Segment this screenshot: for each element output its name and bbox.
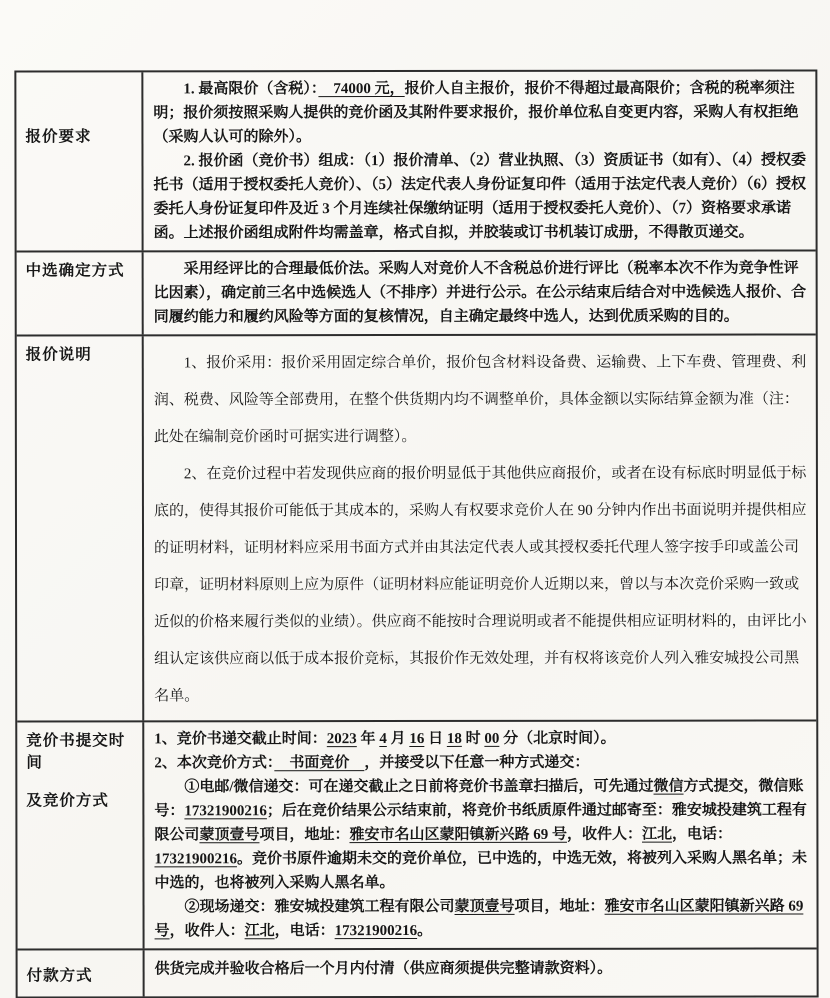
text-segment: ；后在竞价结果公示结束前，将竞价书纸质原件通过邮寄至：雅安城投建筑工程有限公司 xyxy=(154,802,807,844)
text-segment-underlined: 雅安市名山区蒙阳镇新兴路 69 号 xyxy=(349,826,567,844)
text-segment: 时 xyxy=(461,730,485,747)
text-segment: 供货完成并验收合格后一个月内付清（供应商须提供完整请款资料）。 xyxy=(154,960,613,978)
table-row-submission-time-method xyxy=(17,721,816,950)
text-segment: 月 xyxy=(386,731,410,748)
row-content-submission-time-method xyxy=(144,721,816,948)
row-content-payment-method xyxy=(145,949,817,996)
text-segment: 。 xyxy=(417,922,433,939)
paragraph-payment-terms xyxy=(155,956,809,981)
text-segment: ，电话： xyxy=(274,923,335,940)
text-segment: 1、报价采用：报价采用固定综合单价，报价包含材料设备费、运输费、上下车费、管理费、利润、税费、风险等全部费用，在整个供货期内均不调整单价，具体金额以实际结算金额为准（注：此处在编制竞价函时可据实进行调整）。 xyxy=(153,354,807,446)
text-segment-underlined: 江北 xyxy=(641,826,673,843)
row-header-quote-requirements xyxy=(16,72,143,250)
row-label-text-line2: 及竞价方式 xyxy=(26,792,109,810)
text-segment: 方式提交，微信账号： xyxy=(154,778,804,820)
paragraph-bidding-method xyxy=(154,750,808,775)
text-segment-underlined: 微信 xyxy=(653,778,684,795)
text-segment-underlined: 17321900216 xyxy=(154,851,237,868)
row-content-selection-method xyxy=(144,251,816,334)
row-content-quote-requirements xyxy=(143,71,815,250)
text-segment-underlined: 江北 xyxy=(244,923,275,940)
text-segment-underlined: 蒙顶壹号 xyxy=(199,827,260,844)
row-label-text: 付款方式 xyxy=(26,967,93,985)
text-segment: 日 xyxy=(424,730,447,747)
text-segment-underlined: 2023 xyxy=(326,731,357,748)
text-segment: ，收件人： xyxy=(566,826,643,843)
table-row-selection-method xyxy=(17,251,816,336)
row-label-text-line1: 竞价书提交时间 xyxy=(26,732,126,772)
table-row-quote-notes xyxy=(17,335,817,722)
paragraph-selection-method xyxy=(154,256,808,329)
text-segment-underlined: 18 xyxy=(446,730,462,747)
text-segment: 。竞价书原件逾期未交的竞价单位，已中选的，中选无效，将被列入采购人黑名单；未中选的，也将被列入采购人黑名单。 xyxy=(154,850,807,892)
paragraph-below-cost-rule xyxy=(154,455,808,715)
paragraph-fixed-unit-price xyxy=(154,344,808,456)
row-header-quote-notes xyxy=(17,336,145,720)
text-segment: 1. 最高限价（含税）： xyxy=(183,81,319,98)
text-segment: ，电话： xyxy=(672,826,733,843)
text-segment: ，收件人： xyxy=(169,923,245,940)
paragraph-max-price xyxy=(153,76,807,149)
text-segment-underlined: 16 xyxy=(409,730,425,748)
text-segment: ①电邮/微信递交：可在递交截止之日前将竞价书盖章扫描后，可先通过 xyxy=(184,778,654,796)
text-segment-underlined: 00 xyxy=(484,730,500,747)
text-segment-underlined: 17321900216 xyxy=(184,803,267,820)
row-label-text: 报价要求 xyxy=(25,128,92,146)
text-segment: ，并接受以下任意一种方式递交： xyxy=(364,754,590,772)
text-segment-underlined: 74000 元， xyxy=(318,81,405,98)
row-content-quote-notes xyxy=(144,335,817,720)
procurement-terms-table xyxy=(14,69,818,998)
paragraph-onsite-delivery xyxy=(155,894,809,943)
text-segment: 采用经评比的合理最低价法。采购人对竞价人不含税总价进行评比（税率本次不作为竞争性评比因素），确定前三名中选候选人（不排序）并进行公示。在公示结束后结合对中选候选人报价、合同履约能力和履约风险等方面的复核情况，自主确定最终中选人，达到优质采购的目的。 xyxy=(153,260,807,326)
text-segment: 项目，地址： xyxy=(514,898,605,915)
text-segment-underlined: 蒙顶壹号 xyxy=(454,898,515,915)
paragraph-bid-letter-composition xyxy=(153,148,807,245)
text-segment-underlined: 4 xyxy=(379,731,387,748)
table-row-quote-requirements xyxy=(16,71,815,252)
row-header-submission-time-method xyxy=(17,722,144,948)
paragraph-email-wechat-delivery xyxy=(154,774,808,895)
text-segment: 2. 报价函（竞价书）组成：（1）报价清单、（2）营业执照、（3）资质证书（如有）、（4）授权委托书（适用于授权委托人竞价）、（5）法定代表人身份证复印件（适用于法定代表人竞价）（6）授权委托人身份证复印件及近 3 个月连续社保缴纳证明（适用于授权委托人竞价）、（7）资格要求承诺函。上述报价函组成附件均需盖章，格式自拟，并胶装或订书机装订成册，不得散页递交。 xyxy=(153,152,807,242)
text-segment: 年 xyxy=(356,731,380,748)
text-segment-underlined: 雅安市名山区蒙阳镇新兴路 69 号 xyxy=(154,898,804,940)
text-segment: 2、本次竞价方式： xyxy=(154,755,275,772)
text-segment: 分（北京时间）。 xyxy=(499,730,616,747)
text-segment: 项目，地址： xyxy=(259,827,350,844)
row-header-selection-method xyxy=(17,252,144,334)
table-row-payment-method xyxy=(18,949,817,996)
text-segment: 报价人自主报价，报价不得超过最高限价；含税的税率须注明；报价须按照采购人提供的竞价函及其附件要求报价，报价单位私自变更内容，采购人有权拒绝（采购人认可的除外）。 xyxy=(153,80,799,146)
text-segment: ②现场递交：雅安城投建筑工程有限公司 xyxy=(184,898,455,916)
text-segment-underlined: 书面竞价 xyxy=(274,755,365,772)
text-segment: 1、竞价书递交截止时间： xyxy=(154,731,327,748)
row-header-payment-method xyxy=(18,950,145,996)
row-label-text: 中选确定方式 xyxy=(25,262,125,280)
row-label-text: 报价说明 xyxy=(25,346,92,364)
text-segment: 2、在竞价过程中若发现供应商的报价明显低于其他供应商报价，或者在设有标底时明显低于标底的，使得其报价可能低于其成本的，采购人有权要求竞价人在 90 分钟内作出书面说明并提供相应的证明材料，证明材料应采用书面方式并由其法定代表人或其授权委托代理人签字按手印或盖公司印章，证明材料原则上应为原件（证明材料应能证明竞价人近期以来，曾以与本次竞价采购一致或近似的价格来履行类似的业绩）。供应商不能按时合理说明或者不能提供相应证明材料的，由评比小组认定该供应商以低于成本报价竞标，其报价作无效处理，并有权将该竞价人列入雅安城投公司黑名单。 xyxy=(153,465,807,705)
paragraph-deadline xyxy=(154,726,808,751)
text-segment-underlined: 17321900216 xyxy=(334,922,418,940)
